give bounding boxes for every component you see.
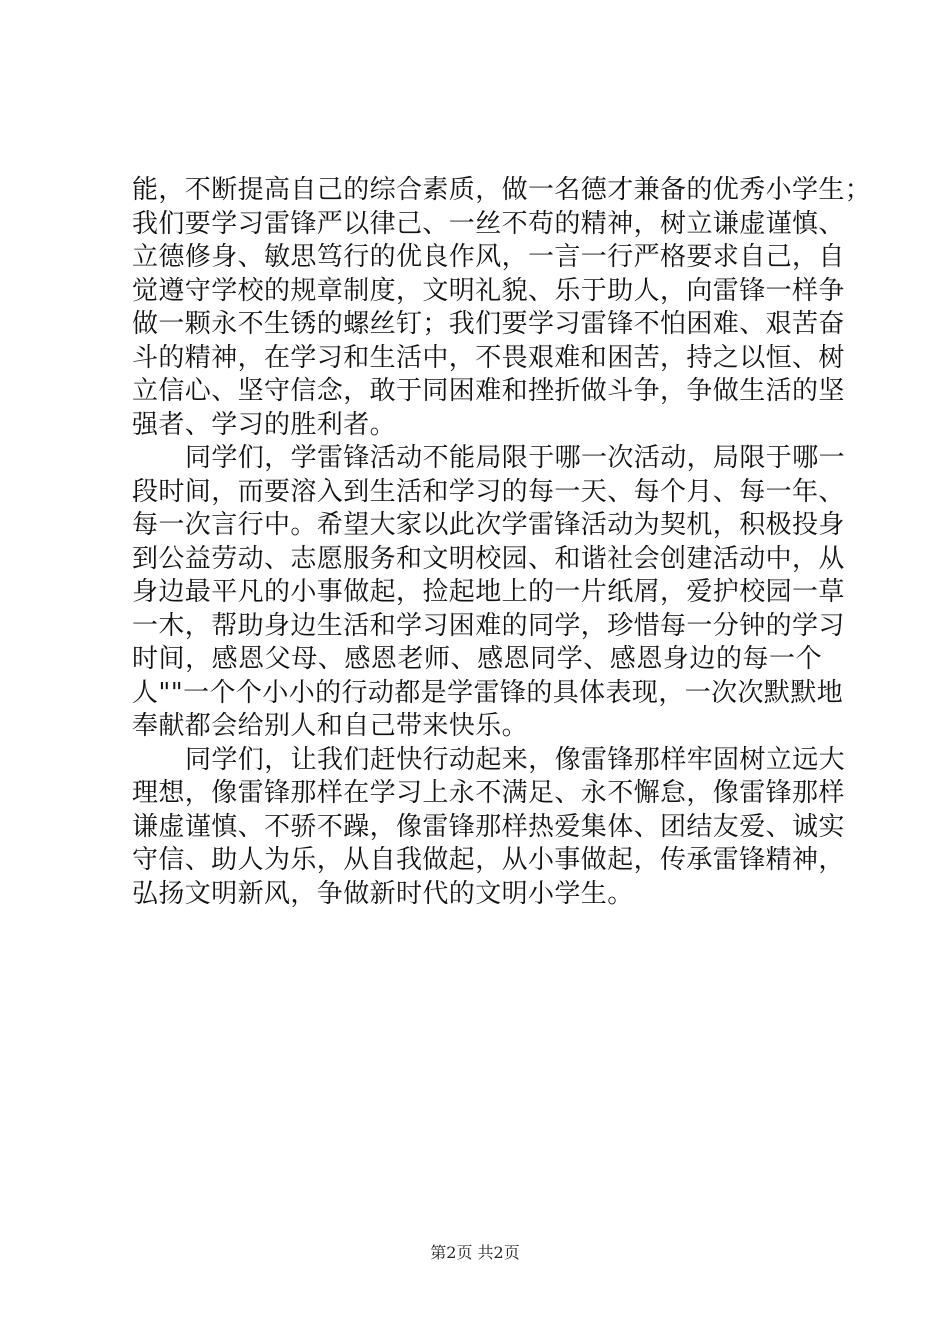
text-line: 时间，感恩父母、感恩老师、感恩同学、感恩身边的每一个 bbox=[132, 644, 822, 674]
text-line: 理想，像雷锋那样在学习上永不满足、永不懈怠，像雷锋那样 bbox=[132, 778, 845, 808]
paragraph bbox=[132, 744, 846, 912]
page-number-footer: 第2页 共2页 bbox=[430, 1243, 520, 1262]
text-line: 能，不断提高自己的综合素质，做一名德才兼备的优秀小学生； bbox=[132, 175, 872, 205]
text-line: 立信心、坚守信念，敢于同困难和挫折做斗争，争做生活的坚 bbox=[132, 376, 845, 406]
text-line: 谦虚谨慎、不骄不躁，像雷锋那样热爱集体、团结友爱、诚实 bbox=[132, 811, 845, 842]
document-body bbox=[132, 174, 872, 911]
text-line: 我们要学习雷锋严以律己、一丝不苟的精神，树立谦虚谨慎、 bbox=[132, 208, 845, 239]
paragraph bbox=[132, 174, 872, 442]
text-line: 斗的精神，在学习和生活中，不畏艰难和困苦，持之以恒、树 bbox=[132, 342, 845, 373]
text-line: 弘扬文明新风，争做新时代的文明小学生。 bbox=[132, 878, 634, 909]
text-line: 身边最平凡的小事做起，捡起地上的一片纸屑，爱护校园一草 bbox=[132, 577, 845, 607]
text-line: 同学们，让我们赶快行动起来，像雷锋那样牢固树立远大 bbox=[185, 744, 846, 775]
text-line: 人""一个个小小的行动都是学雷锋的具体表现，一次次默默地 bbox=[132, 677, 844, 708]
text-line: 强者、学习的胜利者。 bbox=[132, 409, 397, 440]
text-line: 到公益劳动、志愿服务和文明校园、和谐社会创建活动中，从 bbox=[132, 543, 845, 574]
text-line: 觉遵守学校的规章制度，文明礼貌、乐于助人，向雷锋一样争 bbox=[132, 275, 845, 306]
text-line: 每一次言行中。希望大家以此次学雷锋活动为契机，积极投身 bbox=[132, 510, 845, 540]
text-line: 守信、助人为乐，从自我做起，从小事做起，传承雷锋精神， bbox=[132, 845, 845, 875]
text-line: 立德修身、敏思笃行的优良作风，一言一行严格要求自己，自 bbox=[132, 242, 845, 272]
text-line: 奉献都会给别人和自己带来快乐。 bbox=[132, 711, 529, 741]
text-line: 同学们，学雷锋活动不能局限于哪一次活动，局限于哪一 bbox=[185, 443, 846, 473]
text-line: 一木，帮助身边生活和学习困难的同学，珍惜每一分钟的学习 bbox=[132, 610, 845, 641]
text-line: 段时间，而要溶入到生活和学习的每一天、每个月、每一年、 bbox=[132, 476, 845, 507]
paragraph bbox=[132, 442, 846, 744]
text-line: 做一颗永不生锈的螺丝钉；我们要学习雷锋不怕困难、艰苦奋 bbox=[132, 309, 845, 339]
